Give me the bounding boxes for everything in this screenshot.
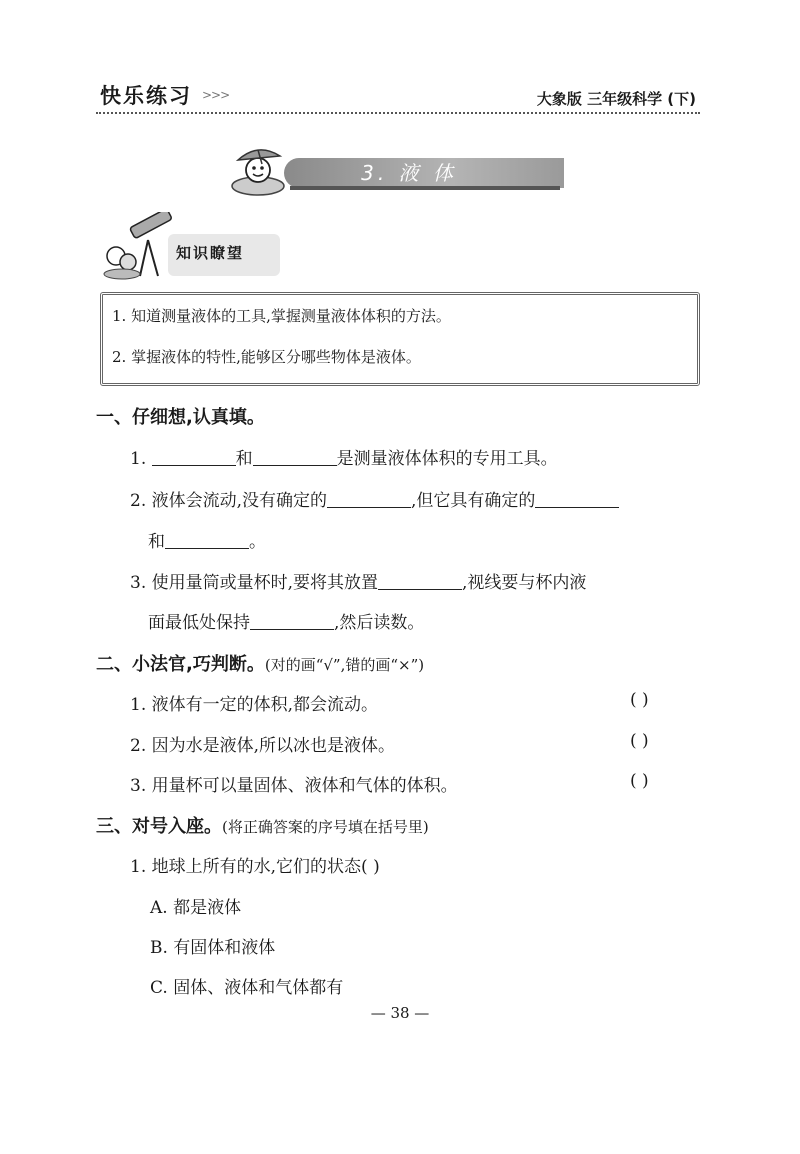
answer-blank[interactable] [165, 547, 249, 549]
part3-question-1: 1. 地球上所有的水,它们的状态( ) [130, 857, 380, 877]
q1-suffix: 是测量液体体积的专用工具。 [336, 449, 558, 469]
option-a: A. 都是液体 [150, 898, 242, 918]
answer-blank[interactable] [152, 464, 236, 466]
arrow-decoration: >>> [202, 88, 230, 102]
part3-instruction: (将正确答案的序号填在括号里) [222, 818, 429, 836]
part1-q1 [130, 444, 558, 469]
q2-and: 和 [148, 532, 165, 552]
q1-and: 和 [235, 449, 253, 469]
telescope-icon [100, 212, 178, 282]
q3-mid: ,视线要与杯内液 [462, 573, 587, 593]
part2-item-3: 3. 用量杯可以量固体、液体和气体的体积。 [130, 776, 458, 796]
objective-1: 1. 知道测量液体的工具,掌握测量液体体积的方法。 [112, 307, 451, 325]
objective-2: 2. 掌握液体的特性,能够区分哪些物体是液体。 [112, 348, 421, 366]
part1-q3-line2 [148, 608, 424, 633]
answer-blank[interactable] [327, 506, 411, 508]
section-badge-label: 知识瞭望 [176, 244, 245, 262]
answer-blank[interactable] [535, 506, 619, 508]
part3-heading [96, 812, 429, 838]
q2-mid: ,但它具有确定的 [411, 491, 536, 511]
book-series-title: 快乐练习 [100, 84, 192, 108]
part2-item-2: 2. 因为水是液体,所以冰也是液体。 [130, 736, 396, 756]
option-c: C. 固体、液体和气体都有 [150, 978, 344, 998]
part2-instruction: (对的画“√”,错的画“×”) [264, 656, 425, 674]
part1-heading: 一、仔细想,认真填。 [96, 407, 265, 428]
q1-prefix: 1. [130, 449, 152, 469]
answer-parentheses[interactable]: ( ) [630, 731, 649, 751]
q3-end: ,然后读数。 [334, 613, 425, 633]
header-divider [96, 112, 700, 114]
answer-parentheses[interactable]: ( ) [630, 771, 649, 791]
lesson-title: 3. 液 体 [361, 161, 457, 185]
part2-title: 二、小法官,巧判断。 [96, 654, 265, 675]
page-number: — 38 — [370, 1004, 430, 1022]
answer-blank[interactable] [250, 628, 334, 630]
mascot-icon [228, 142, 290, 198]
answer-blank[interactable] [253, 464, 337, 466]
option-b: B. 有固体和液体 [150, 938, 276, 958]
q3-prefix: 3. 使用量筒或量杯时,要将其放置 [130, 573, 379, 593]
q3-line2-prefix: 面最低处保持 [148, 613, 250, 633]
answer-parentheses[interactable]: ( ) [630, 690, 649, 710]
q2-prefix: 2. 液体会流动,没有确定的 [130, 491, 328, 511]
edition-label: 大象版 三年级科学 (下) [536, 90, 696, 108]
part1-q2-line1 [130, 486, 619, 511]
answer-blank[interactable] [378, 588, 462, 590]
part1-q3-line1 [130, 568, 586, 593]
part3-title: 三、对号入座。 [96, 816, 222, 837]
part2-item-1: 1. 液体有一定的体积,都会流动。 [130, 695, 379, 715]
q2-end: 。 [249, 532, 266, 552]
part1-q2-line2 [148, 527, 266, 552]
part2-heading [96, 650, 424, 676]
